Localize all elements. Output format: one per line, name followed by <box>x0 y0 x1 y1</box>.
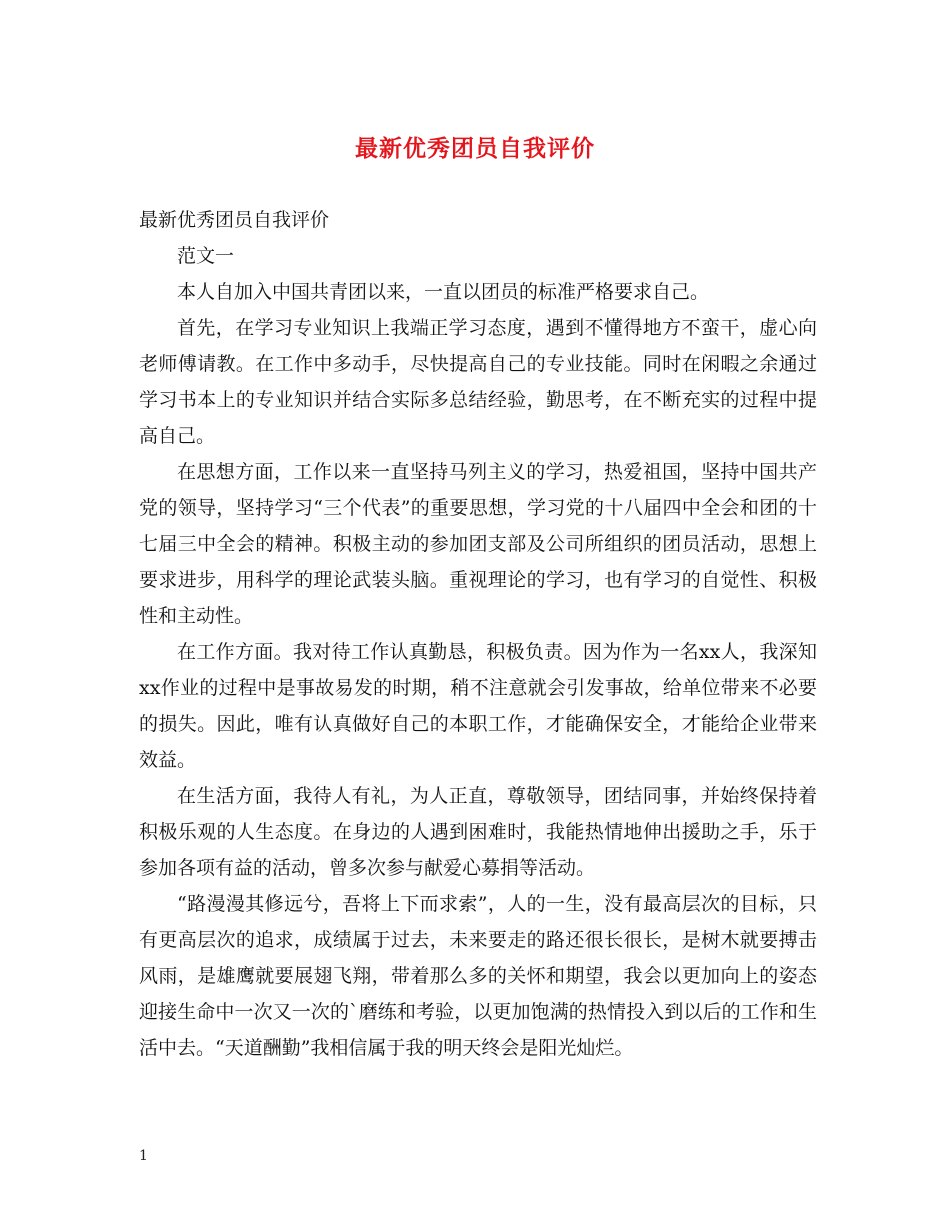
page-number: 1 <box>139 1148 148 1164</box>
paragraph-5: 在生活方面，我待人有礼，为人正直，尊敬领导，团结同事，并始终保持着积极乐观的人生态度。在身边的人遇到困难时，我能热情地伸出援助之手，乐于参加各项有益的活动，曾多次参与献爱心募捐等活动。 <box>139 785 817 879</box>
page-title: 最新优秀团员自我评价 <box>355 135 595 162</box>
subtitle: 最新优秀团员自我评价 <box>139 209 330 231</box>
paragraph-6: “路漫漫其修远兮，吾将上下而求索”，人的一生，没有最高层次的目标，只有更高层次的追求，成绩属于过去，未来要走的路还很长很长，是树木就要搏击风雨，是雄鹰就要展翅飞翔，带着那么多的关怀和期望，我会以更加向上的姿态迎接生命中一次又一次的`磨练和考验，以更加饱满的热情投入到以后的工作和生活中去。“天道酬勤”我相信属于我的明天终会是阳光灿烂。 <box>139 893 817 1059</box>
paragraph-3: 在思想方面，工作以来一直坚持马列主义的学习，热爱祖国，坚持中国共产党的领导，坚持学习“三个代表”的重要思想，学习党的十八届四中全会和团的十七届三中全会的精神。积极主动的参加团支部及公司所组织的团员活动，思想上要求进步，用科学的理论武装头脑。重视理论的学习，也有学习的自觉性、积极性和主动性。 <box>139 461 817 627</box>
paragraph-4: 在工作方面。我对待工作认真勤恳，积极负责。因为作为一名xx人，我深知xx作业的过程中是事故易发的时期，稍不注意就会引发事故，给单位带来不必要的损失。因此，唯有认真做好自己的本职工作，才能确保安全，才能给企业带来效益。 <box>139 641 817 771</box>
paragraph-2: 首先，在学习专业知识上我端正学习态度，遇到不懂得地方不蛮干，虚心向老师傅请教。在工作中多动手，尽快提高自己的专业技能。同时在闲暇之余通过学习书本上的专业知识并结合实际多总结经验，勤思考，在不断充实的过程中提高自己。 <box>139 317 817 447</box>
section-label: 范文一 <box>177 245 235 267</box>
document-body <box>139 202 817 1066</box>
paragraph-1: 本人自加入中国共青团以来，一直以团员的标准严格要求自己。 <box>177 281 710 303</box>
